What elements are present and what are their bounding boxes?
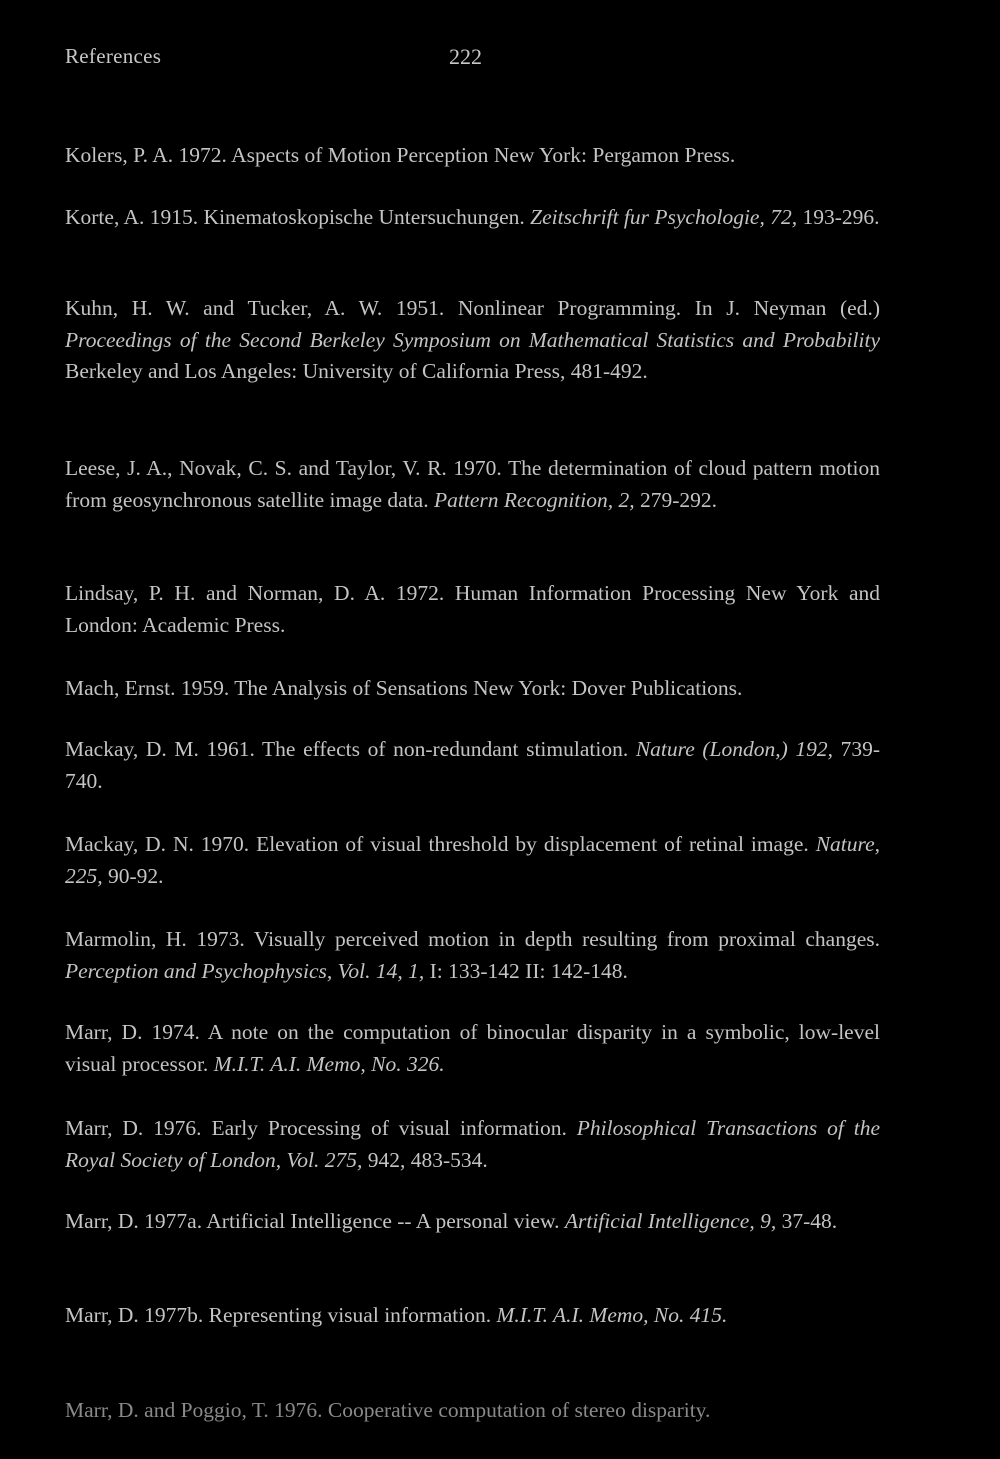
reference-entry (65, 924, 880, 987)
ref-title: Aspects of Motion Perception (231, 143, 489, 167)
reference-entry (65, 578, 880, 641)
reference-entry (65, 673, 880, 705)
ref-journal: Philosophical Transactions of the Royal Society of London, Vol. 275, (65, 1116, 880, 1172)
ref-journal: M.I.T. A.I. Memo, No. 326. (213, 1051, 445, 1076)
ref-text: Kolers, P. A. 1972. (65, 143, 232, 167)
ref-text: Marr, D. and Poggio, T. 1976. Cooperative computation of stereo disparity. (65, 1398, 711, 1422)
ref-text: Mach, Ernst. 1959. (65, 676, 235, 700)
ref-journal: Perception and Psychophysics, Vol. 14, 1, (65, 958, 425, 983)
ref-title: Human Information Processing (454, 581, 736, 605)
reference-entry (65, 829, 880, 892)
ref-journal: Nature, 225, (65, 832, 880, 888)
ref-title: The Analysis of Sensations (234, 676, 468, 700)
ref-journal: Pattern Recognition, 2, (433, 487, 635, 512)
ref-text: Mackay, D. N. 1970. Elevation of visual threshold by displacement of retinal image. (65, 832, 816, 856)
reference-entry (65, 1206, 880, 1238)
ref-text: 90-92. (102, 863, 164, 888)
running-header: References (65, 44, 162, 68)
reference-entry (65, 1113, 880, 1176)
ref-journal: Proceedings of the Second Berkeley Symposium on Mathematical Statistics and Probability (65, 327, 880, 352)
ref-text: 739-740. (65, 737, 881, 793)
ref-text: Marr, D. 1976. Early Processing of visual information. (65, 1116, 577, 1140)
reference-entry (65, 1300, 880, 1332)
ref-text: New York: Pergamon Press. (488, 143, 736, 167)
ref-text: Marr, D. 1974. A note on the computation of binocular disparity in a symbolic, low-level visual processor. (65, 1020, 880, 1076)
ref-text: Berkeley and Los Angeles: University of California Press, 481-492. (65, 359, 648, 383)
ref-text: 193-296. (797, 205, 880, 229)
ref-journal: Zeitschrift fur Psychologie, 72, (530, 205, 798, 229)
reference-entry (65, 140, 880, 172)
ref-text: Leese, J. A., Novak, C. S. and Taylor, V. R. 1970. The determination of cloud pattern motion from geosynchronous satellite image data. (65, 456, 880, 512)
ref-text: 942, 483-534. (362, 1147, 488, 1172)
ref-text: Marr, D. 1977a. Artificial Intelligence -- A personal view. (65, 1209, 565, 1233)
ref-text: I: 133-142 II: 142-148. (424, 958, 628, 983)
ref-text: Korte, A. 1915. Kinematoskopische Untersuchungen. (65, 205, 531, 229)
reference-entry (65, 293, 880, 388)
ref-text: New York and London: Academic Press. (65, 581, 881, 637)
reference-entry (65, 734, 880, 797)
ref-text: Marr, D. 1977b. Representing visual information. (65, 1303, 497, 1327)
reference-entry (65, 453, 880, 516)
ref-journal: Artificial Intelligence, 9, (564, 1209, 777, 1233)
ref-text: Lindsay, P. H. and Norman, D. A. 1972. (65, 581, 455, 605)
ref-journal: Nature (London,) 192, (635, 737, 833, 761)
reference-entry (65, 1017, 880, 1080)
ref-text: New York: Dover Publications. (467, 676, 743, 700)
ref-text: 279-292. (634, 487, 718, 512)
reference-entry (65, 202, 880, 234)
reference-entry (65, 1395, 880, 1427)
ref-text: 37-48. (776, 1209, 838, 1233)
ref-text: Marmolin, H. 1973. Visually perceived motion in depth resulting from proximal changes. (65, 927, 880, 951)
ref-text: Mackay, D. M. 1961. The effects of non-redundant stimulation. (65, 737, 636, 761)
page-number: 222 (449, 44, 482, 69)
ref-journal: M.I.T. A.I. Memo, No. 415. (496, 1303, 728, 1327)
ref-text: Kuhn, H. W. and Tucker, A. W. 1951. Nonlinear Programming. In J. Neyman (ed.) (65, 296, 880, 320)
